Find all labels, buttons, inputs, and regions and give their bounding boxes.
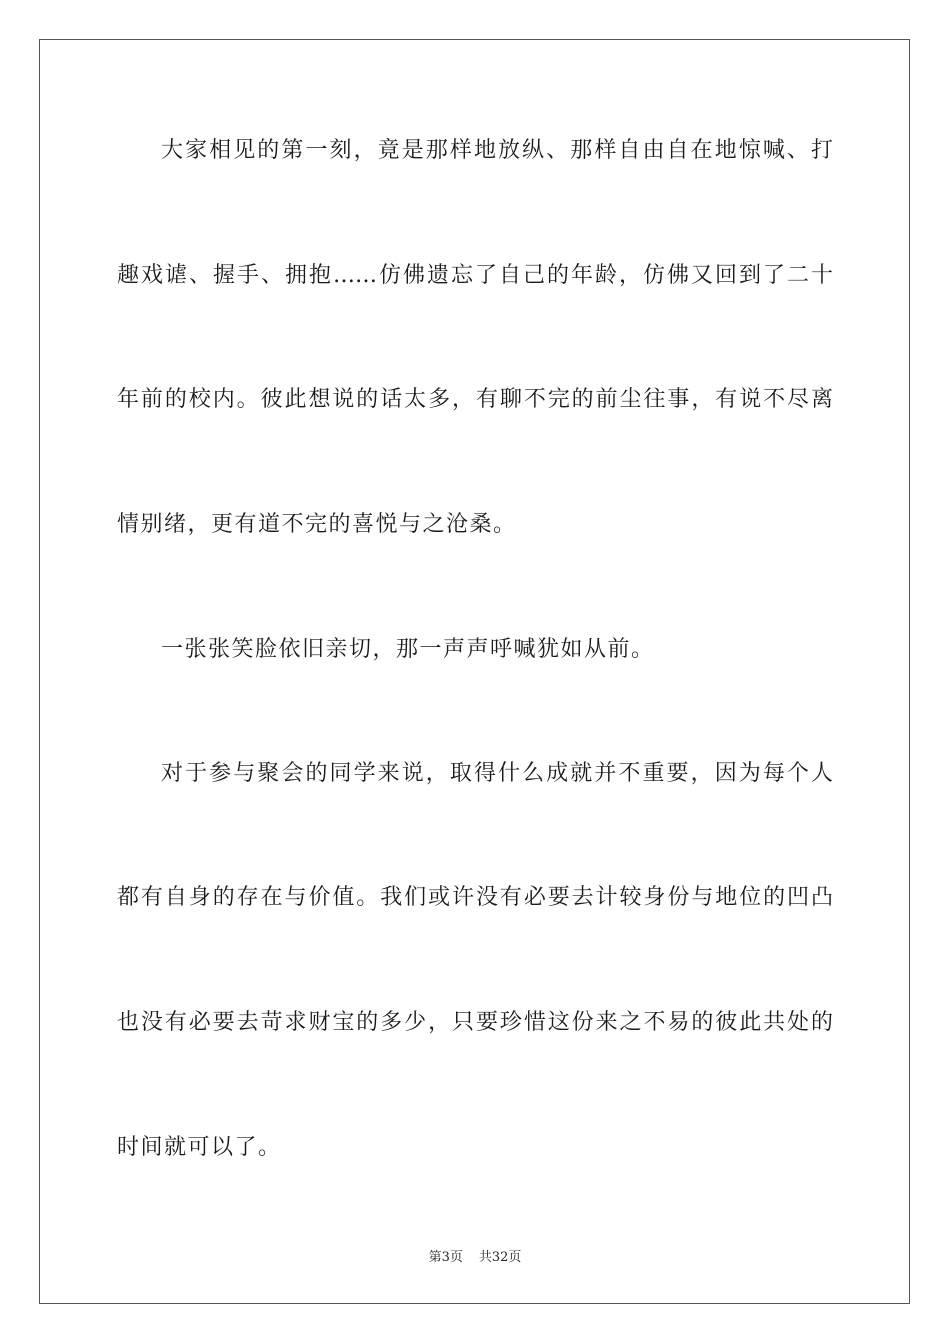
page-number: 第3页 xyxy=(428,1250,463,1265)
total-pages: 共32页 xyxy=(478,1250,522,1265)
page-frame xyxy=(39,39,910,1304)
text-line: 情别绪，更有道不完的喜悦与之沧桑。 xyxy=(117,512,517,537)
text-line: 一张张笑脸依旧亲切，那一声声呼喊犹如从前。 xyxy=(161,637,655,662)
text-line: 也没有必要去苛求财宝的多少，只要珍惜这份来之不易的彼此共处的 xyxy=(117,1010,833,1035)
text-line: 对于参与聚会的同学来说，取得什么成就并不重要，因为每个人 xyxy=(161,761,833,786)
text-line: 大家相见的第一刻，竟是那样地放纵、那样自由自在地惊喊、打 xyxy=(161,138,833,163)
text-line: 趣戏谑、握手、拥抱……仿佛遗忘了自己的年龄，仿佛又回到了二十 xyxy=(117,263,833,288)
page-footer xyxy=(0,1249,950,1267)
text-line: 都有自身的存在与价值。我们或许没有必要去计较身份与地位的凹凸 xyxy=(117,885,833,910)
text-line: 年前的校内。彼此想说的话太多，有聊不完的前尘往事，有说不尽离 xyxy=(117,387,833,412)
text-line: 时间就可以了。 xyxy=(117,1135,282,1160)
